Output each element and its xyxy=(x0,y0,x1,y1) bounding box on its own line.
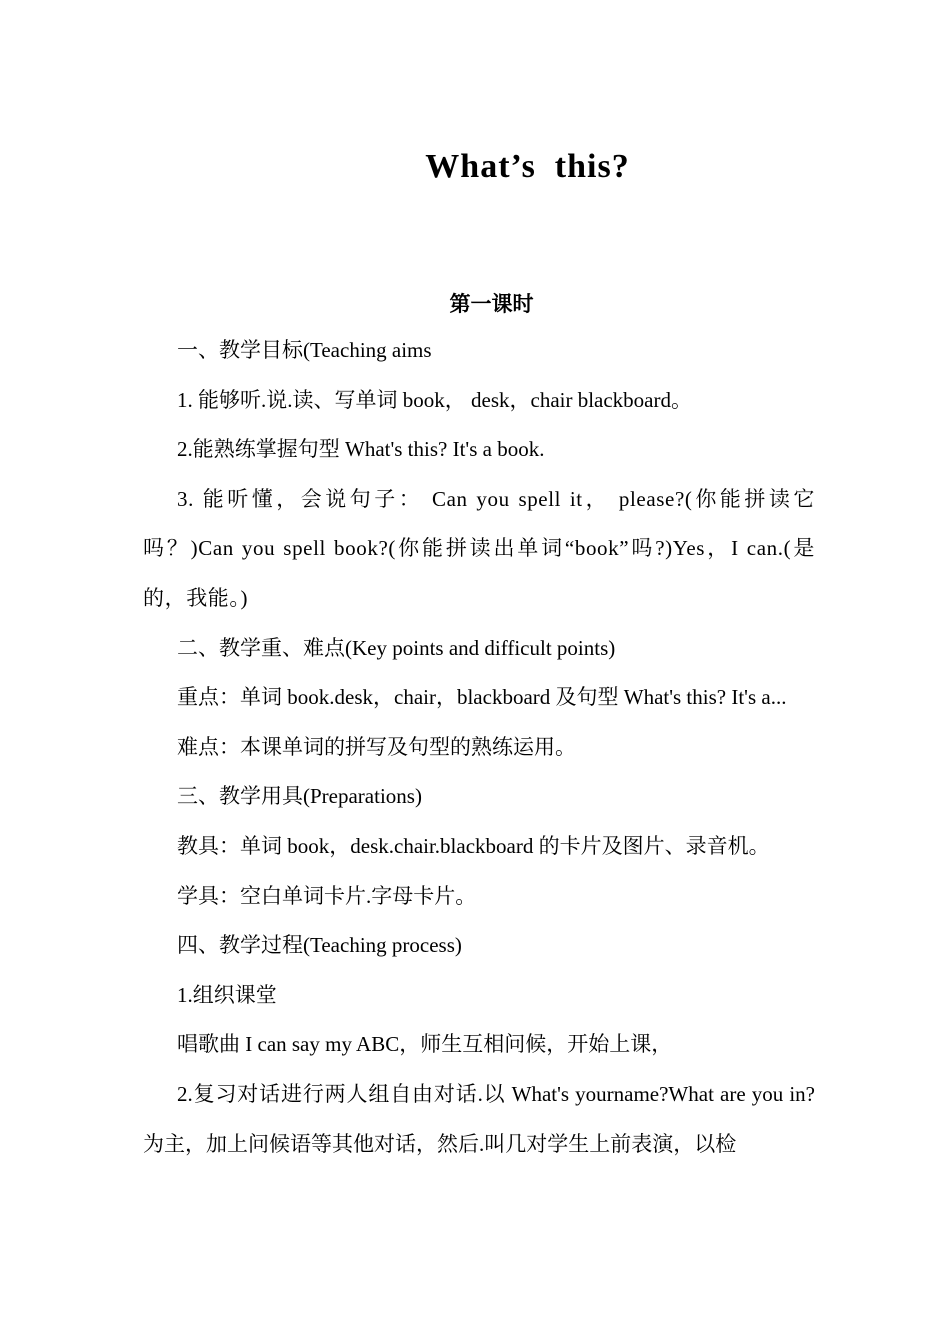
document-title: What’s this? xyxy=(425,148,630,185)
process-step-1-text: 唱歌曲 I can say my ABC，师生互相问候，开始上课， xyxy=(177,1032,673,1057)
section-heading-process: 四、教学过程(Teaching process) xyxy=(177,933,462,958)
teaching-aids-text: 教具：单词 book，desk.chair.blackboard 的卡片及图片、录音机。 xyxy=(177,833,770,858)
difficult-points-text: 难点：本课单词的拼写及句型的熟练运用。 xyxy=(177,734,576,759)
section-heading-aims: 一、教学目标(Teaching aims xyxy=(177,338,432,362)
lesson-heading: 第一课时 xyxy=(449,292,534,316)
key-points-text: 重点：单词 book.desk，chair，blackboard 及句型 What's this? It's a... xyxy=(177,685,787,710)
section-heading-key-points: 二、教学重、难点(Key points and difficult points) xyxy=(177,635,616,660)
document-body xyxy=(143,326,815,1169)
section-heading-preparations: 三、教学用具(Preparations) xyxy=(177,784,422,809)
aim-item-2: 2.能熟练掌握句型 What's this? It's a book. xyxy=(177,437,545,462)
aim-item-3: 3. 能听懂，会说句子： Can you spell it， please?(你能拼读它吗？)Can you spell book?(你能拼读出单词“book”吗?)Yes，I can.(是的，我能。) xyxy=(143,486,815,610)
process-step-1-heading: 1.组织课堂 xyxy=(177,982,277,1007)
learning-aids-text: 学具：空白单词卡片.字母卡片。 xyxy=(177,883,477,908)
process-step-2-text: 2.复习对话进行两人组自由对话.以 What's yourname?What are you in?为主，加上问候语等其他对话，然后.叫几对学生上前表演，以检 xyxy=(143,1081,815,1156)
aim-item-1: 1. 能够听.说.读、写单词 book， desk，chair blackboard。 xyxy=(177,387,693,412)
